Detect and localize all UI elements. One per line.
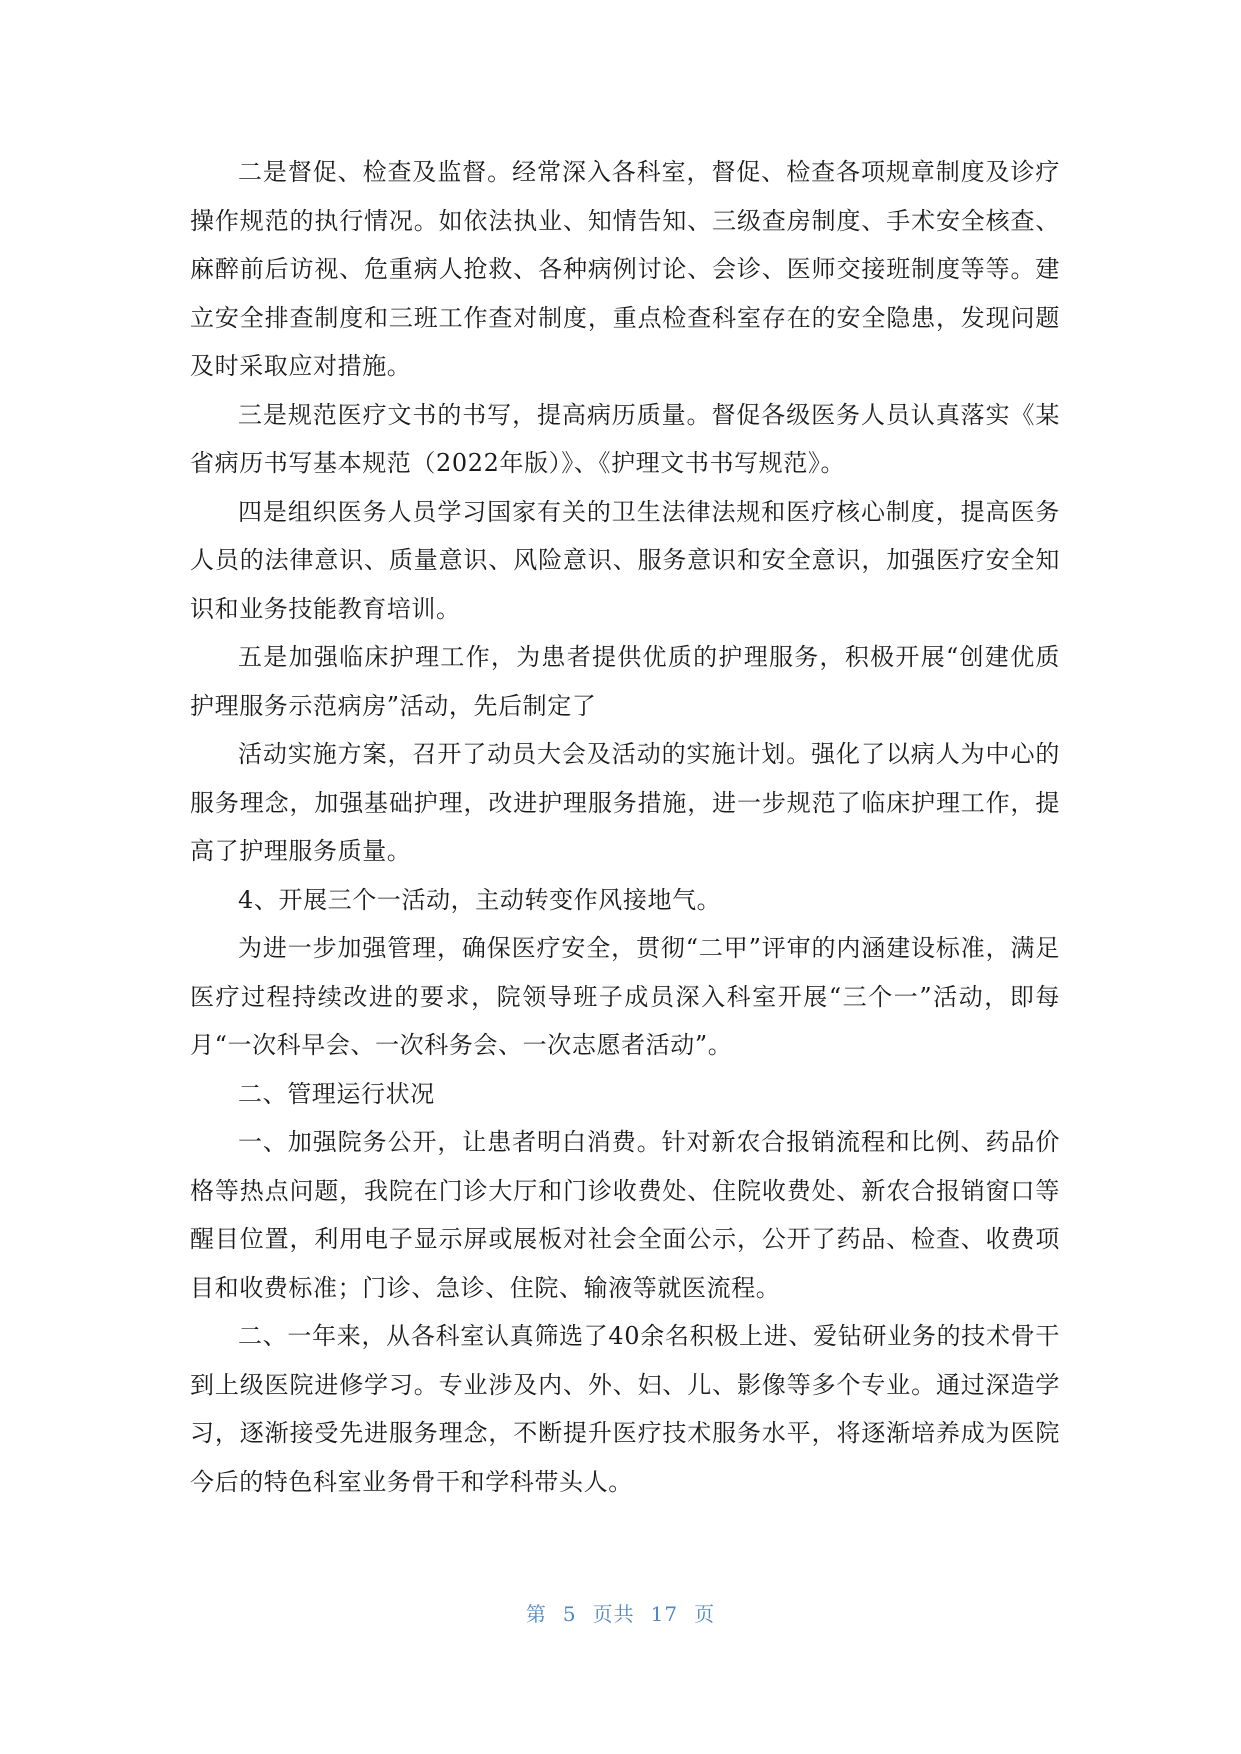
footer-prefix: 第 xyxy=(525,1602,547,1626)
paragraph: 为进一步加强管理，确保医疗安全，贯彻“二甲”评审的内涵建设标准，满足医疗过程持续改进的要求，院领导班子成员深入科室开展“三个一”活动，即每月“一次科早会、一次科务会、一次志愿者活动”。 xyxy=(190,934,1060,1059)
footer-suffix: 页 xyxy=(694,1602,716,1626)
paragraph: 活动实施方案，召开了动员大会及活动的实施计划。强化了以病人为中心的服务理念，加强基础护理，改进护理服务措施，进一步规范了临床护理工作，提高了护理服务质量。 xyxy=(190,740,1060,865)
paragraph: 一、加强院务公开，让患者明白消费。针对新农合报销流程和比例、药品价格等热点问题，我院在门诊大厅和门诊收费处、住院收费处、新农合报销窗口等醒目位置，利用电子显示屏或展板对社会全面公示，公开了药品、检查、收费项目和收费标准；门诊、急诊、住院、输液等就医流程。 xyxy=(190,1128,1060,1302)
paragraph: 二是督促、检查及监督。经常深入各科室，督促、检查各项规章制度及诊疗操作规范的执行情况。如依法执业、知情告知、三级查房制度、手术安全核查、麻醉前后访视、危重病人抢救、各种病例讨论、会诊、医师交接班制度等等。建立安全排查制度和三班工作查对制度，重点检查科室存在的安全隐患，发现问题及时采取应对措施。 xyxy=(190,158,1060,380)
page-footer xyxy=(0,1598,1241,1627)
section-heading: 二、管理运行状况 xyxy=(238,1079,435,1108)
paragraph: 三是规范医疗文书的书写，提高病历质量。督促各级医务人员认真落实《某省病历书写基本规范（2022年版）》、《护理文书书写规范》。 xyxy=(190,400,1060,477)
footer-total-pages: 17 xyxy=(650,1602,679,1626)
paragraph: 四是组织医务人员学习国家有关的卫生法律法规和医疗核心制度，提高医务人员的法律意识、质量意识、风险意识、服务意识和安全意识，加强医疗安全知识和业务技能教育培训。 xyxy=(190,497,1060,623)
paragraph: 4、开展三个一活动，主动转变作风接地气。 xyxy=(238,885,722,914)
document-body xyxy=(190,148,1060,1506)
footer-page-number: 5 xyxy=(562,1602,577,1626)
footer-middle: 页共 xyxy=(592,1602,635,1626)
paragraph: 二、一年来，从各科室认真筛选了40余名积极上进、爱钻研业务的技术骨干到上级医院进修学习。专业涉及内、外、妇、儿、影像等多个专业。通过深造学习，逐渐接受先进服务理念，不断提升医疗技术服务水平，将逐渐培养成为医院今后的特色科室业务骨干和学科带头人。 xyxy=(190,1322,1060,1496)
paragraph: 五是加强临床护理工作，为患者提供优质的护理服务，积极开展“创建优质护理服务示范病房”活动，先后制定了 xyxy=(190,643,1060,720)
